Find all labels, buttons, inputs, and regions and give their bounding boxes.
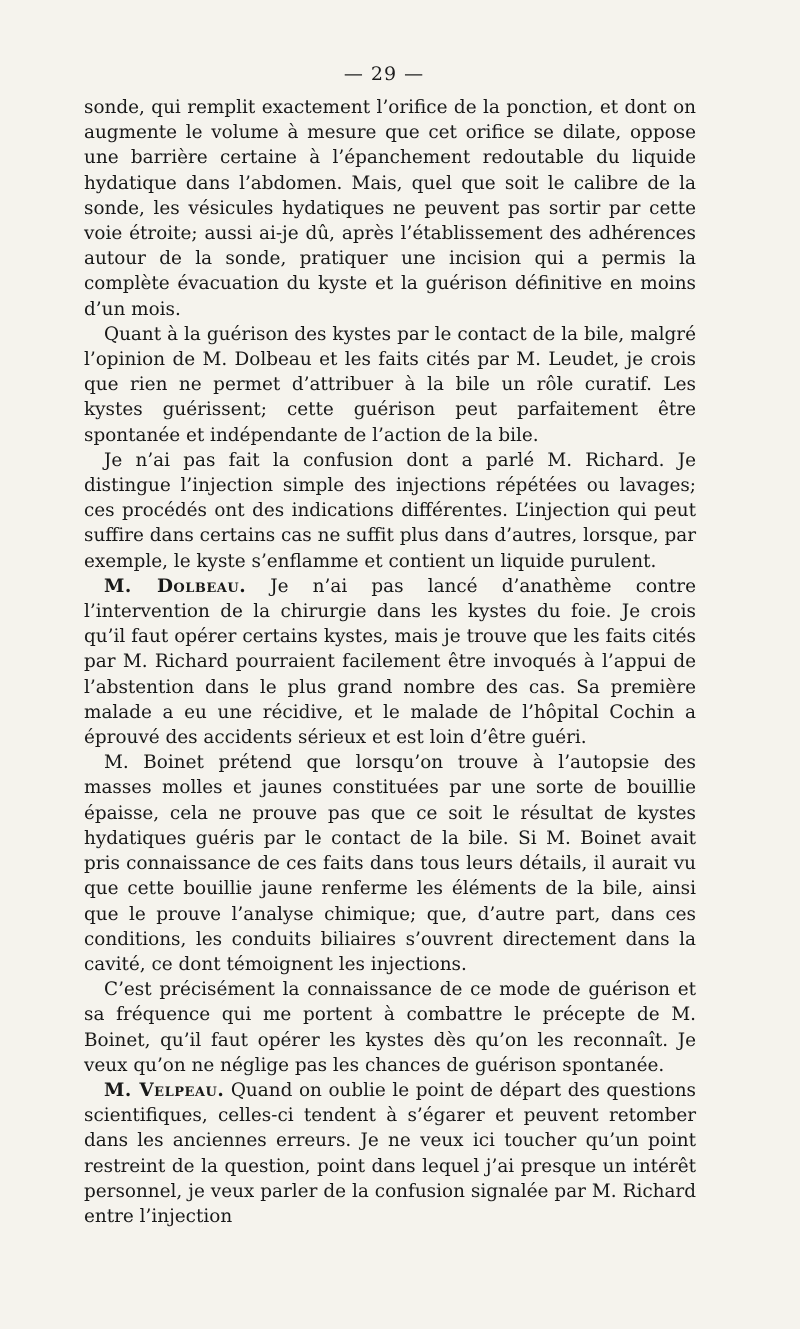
paragraph-precepte xyxy=(84,977,696,1078)
paragraph-boinet xyxy=(84,750,696,977)
page-number: — 29 — xyxy=(343,63,425,85)
body-text xyxy=(84,95,696,1229)
paragraph-text: Quant à la guérison des kystes par le contact de la bile, malgré l’opinion de M. Dolbeau et les faits cités par M. Leudet, je crois que rien ne permet d’attribuer à la bile un rôle curatif. Les kystes guérissent; cette guérison peut parfaitement être spontanée et indépendante de l’action de la bile. xyxy=(84,323,696,446)
paragraph-text: sonde, qui remplit exactement l’orifice de la ponction, et dont on augmente le volume à mesure que cet orifice se dilate, oppose une barrière certaine à l’épanchement redoutable du liquide hydatique dans l’abdomen. Mais, quel que soit le calibre de la sonde, les vésicules hydatiques ne peuvent pas sortir par cette voie étroite; aussi ai-je dû, après l’établissement des adhérences autour de la sonde, pratiquer une incision qui a permis la complète évacuation du kyste et la guérison définitive en moins d’un mois. xyxy=(84,97,696,320)
paragraph-velpeau xyxy=(84,1078,696,1229)
paragraph-bile-guerison xyxy=(84,322,696,448)
paragraph-text: M. Boinet prétend que lorsqu’on trouve à l’autopsie des masses molles et jaunes constituées par une sorte de bouillie épaisse, cela ne prouve pas que ce soit le résultat de kystes hydatiques guéris par le contact de la bile. Si M. Boinet avait pris connaissance de ces faits dans tous leurs détails, il aurait vu que cette bouillie jaune renferme les éléments de la bile, ainsi que le prouve l’analyse chimique; que, d’autre part, dans ces conditions, les conduits biliaires s’ouvrent directement dans la cavité, ce dont témoignent les injections. xyxy=(84,752,696,975)
paragraph-dolbeau xyxy=(84,574,696,750)
paragraph-text: Je n’ai pas lancé d’anathème contre l’intervention de la chirurgie dans les kystes du foie. Je crois qu’il faut opérer certains kystes, mais je trouve que les faits cités par M. Richard pourraient facilement être invoqués à l’appui de l’abstention dans le plus grand nombre des cas. Sa première malade a eu une récidive, et le malade de l’hôpital Cochin a éprouvé des accidents sérieux et est loin d’être guéri. xyxy=(84,575,696,749)
speaker-name-velpeau: M. Velpeau. xyxy=(104,1079,225,1101)
paragraph-text: Je n’ai pas fait la confusion dont a parlé M. Richard. Je distingue l’injection simple des injections répétées ou lavages; ces procédés ont des indications différentes. L’injection qui peut suffire dans certains cas ne suffit plus dans d’autres, lorsque, par exemple, le kyste s’enflamme et contient un liquide purulent. xyxy=(84,449,696,572)
paragraph-continuation xyxy=(84,95,696,322)
paragraph-text: C’est précisément la connaissance de ce mode de guérison et sa fréquence qui me portent à combattre le précepte de M. Boinet, qu’il faut opérer les kystes dès qu’on les reconnaît. Je veux qu’on ne néglige pas les chances de guérison spontanée. xyxy=(84,979,696,1076)
paragraph-text: Quand on oublie le point de départ des questions scientifiques, celles-ci tendent à s’égarer et peuvent retomber dans les anciennes erreurs. Je ne veux ici toucher qu’un point restreint de la question, point dans lequel j’ai presque un intérêt personnel, je veux parler de la confusion signalée par M. Richard entre l’injection xyxy=(84,1079,696,1227)
speaker-name-dolbeau: M. Dolbeau. xyxy=(104,575,247,597)
paragraph-confusion xyxy=(84,448,696,574)
